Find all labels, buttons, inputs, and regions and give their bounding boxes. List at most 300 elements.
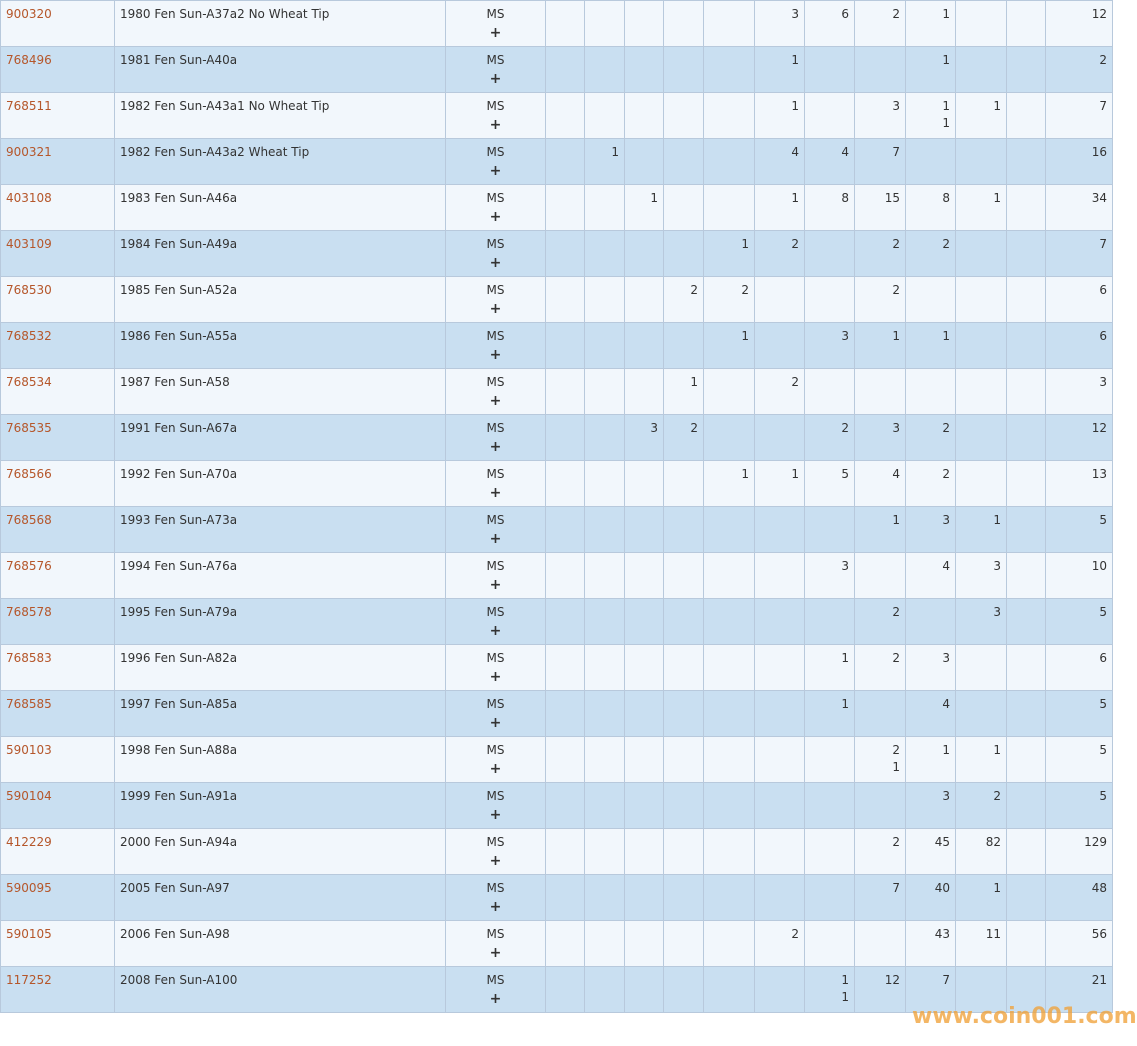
total-count-cell xyxy=(1046,461,1113,507)
grade-count-cell xyxy=(906,1,956,47)
grade-count-cell xyxy=(855,369,906,415)
grade-count-cell xyxy=(664,461,704,507)
total-count-cell xyxy=(1046,783,1113,829)
total-count: 7 xyxy=(1099,99,1107,113)
table-row xyxy=(1,691,1113,737)
grade-count-cell xyxy=(755,231,805,277)
grade-count-cell xyxy=(956,185,1007,231)
grade-count-cell xyxy=(755,783,805,829)
grade-count: 2 xyxy=(942,237,950,251)
grade-count-cell xyxy=(585,553,625,599)
grade-count-cell xyxy=(546,507,585,553)
grade-count-cell xyxy=(625,829,664,875)
plus-grade-label: + xyxy=(489,163,502,179)
grade-count-cell xyxy=(546,231,585,277)
grade-count-cell xyxy=(546,277,585,323)
grade-count-cell xyxy=(805,93,855,139)
grade-count: 2 xyxy=(993,789,1001,803)
cert-id-link[interactable]: 403108 xyxy=(6,191,52,205)
grade-cell xyxy=(446,921,546,967)
grade-count: 4 xyxy=(942,697,950,711)
table-row xyxy=(1,323,1113,369)
cert-id-cell xyxy=(1,507,115,553)
cert-id-cell xyxy=(1,921,115,967)
cert-id-cell xyxy=(1,231,115,277)
grade-count-cell xyxy=(585,1,625,47)
grade-count-cell xyxy=(956,415,1007,461)
grade-count-cell xyxy=(585,737,625,783)
cert-id-cell xyxy=(1,93,115,139)
grade-count-cell xyxy=(546,875,585,921)
grade-count-cell xyxy=(755,277,805,323)
grade-count-cell xyxy=(625,323,664,369)
grade-count-cell xyxy=(704,415,755,461)
grade-count-cell xyxy=(855,783,906,829)
grade-count-cell xyxy=(546,783,585,829)
grade-count-cell xyxy=(906,461,956,507)
grade-count-cell xyxy=(855,645,906,691)
grade-count-cell xyxy=(956,737,1007,783)
grade-count: 1 xyxy=(650,191,658,205)
cert-id-cell xyxy=(1,139,115,185)
cert-id-cell xyxy=(1,369,115,415)
grade-cell xyxy=(446,737,546,783)
total-count-cell xyxy=(1046,415,1113,461)
grade-count-cell xyxy=(664,277,704,323)
grade-count-cell xyxy=(546,921,585,967)
grade-count-cell xyxy=(625,461,664,507)
cert-id-link[interactable]: 900320 xyxy=(6,7,52,21)
cert-id-link[interactable]: 768568 xyxy=(6,513,52,527)
total-count-cell xyxy=(1046,553,1113,599)
grade-count: 2 xyxy=(892,651,900,665)
grade-cell xyxy=(446,645,546,691)
cert-id-link[interactable]: 768583 xyxy=(6,651,52,665)
grade-count: 40 xyxy=(934,881,950,895)
cert-id-link[interactable]: 768566 xyxy=(6,467,52,481)
grade-count-cell xyxy=(546,691,585,737)
grade-count: 82 xyxy=(985,835,1001,849)
grade-count: 12 xyxy=(884,973,900,987)
grade-count-cell xyxy=(1007,47,1046,93)
grade-count-cell xyxy=(805,323,855,369)
grade-label: MS xyxy=(486,467,505,481)
grade-count: 3 xyxy=(841,329,849,343)
grade-count-cell xyxy=(855,875,906,921)
grade-count-cell xyxy=(805,231,855,277)
grade-count-cell xyxy=(704,47,755,93)
grade-count-cell xyxy=(805,829,855,875)
cert-id-link[interactable]: 590095 xyxy=(6,881,52,895)
grade-count-cell xyxy=(805,875,855,921)
grade-count-cell xyxy=(855,921,906,967)
grade-count-cell xyxy=(855,599,906,645)
grade-count-cell xyxy=(805,599,855,645)
grade-count-cell xyxy=(956,829,1007,875)
cert-id-link[interactable]: 412229 xyxy=(6,835,52,849)
grade-count: 6 xyxy=(841,7,849,21)
cert-id-link[interactable]: 768578 xyxy=(6,605,52,619)
total-count: 56 xyxy=(1091,927,1107,941)
coin-description: 1998 Fen Sun-A88a xyxy=(115,737,446,783)
grade-count-cell xyxy=(906,507,956,553)
grade-count-cell xyxy=(755,691,805,737)
cert-id-cell xyxy=(1,1,115,47)
grade-count-cell xyxy=(805,553,855,599)
grade-count-cell xyxy=(625,599,664,645)
coin-description: 1993 Fen Sun-A73a xyxy=(115,507,446,553)
grade-count: 1 xyxy=(741,329,749,343)
coin-description: 1994 Fen Sun-A76a xyxy=(115,553,446,599)
grade-count: 1 xyxy=(690,375,698,389)
grade-count: 3 xyxy=(791,7,799,21)
coin-description: 1997 Fen Sun-A85a xyxy=(115,691,446,737)
grade-count: 8 xyxy=(942,191,950,205)
grade-count: 1 xyxy=(942,116,950,130)
grade-count-cell xyxy=(585,323,625,369)
grade-count: 2 xyxy=(690,421,698,435)
grade-count-cell xyxy=(664,553,704,599)
cert-id-link[interactable]: 590105 xyxy=(6,927,52,941)
cert-id-cell xyxy=(1,415,115,461)
grade-count-cell xyxy=(625,93,664,139)
plus-grade-label: + xyxy=(489,71,502,87)
grade-count: 4 xyxy=(791,145,799,159)
grade-count: 1 xyxy=(841,651,849,665)
table-row xyxy=(1,47,1113,93)
grade-count: 3 xyxy=(942,789,950,803)
grade-count-cell xyxy=(1007,645,1046,691)
cert-id-link[interactable]: 768532 xyxy=(6,329,52,343)
cert-id-link[interactable]: 768534 xyxy=(6,375,52,389)
total-count-cell xyxy=(1046,369,1113,415)
grade-count-cell xyxy=(956,1,1007,47)
grade-cell xyxy=(446,231,546,277)
table-row xyxy=(1,645,1113,691)
table-row xyxy=(1,737,1113,783)
cert-id-link[interactable]: 768585 xyxy=(6,697,52,711)
grade-count-cell xyxy=(625,369,664,415)
grade-count-cell xyxy=(755,599,805,645)
grade-count: 1 xyxy=(993,881,1001,895)
total-count: 16 xyxy=(1091,145,1107,159)
grade-count: 2 xyxy=(841,421,849,435)
grade-count-cell xyxy=(855,507,906,553)
cert-id-link[interactable]: 768576 xyxy=(6,559,52,573)
grade-count-cell xyxy=(1007,737,1046,783)
table-row xyxy=(1,507,1113,553)
grade-count-cell xyxy=(805,139,855,185)
grade-count-cell xyxy=(906,231,956,277)
coin-description: 1981 Fen Sun-A40a xyxy=(115,47,446,93)
cert-id-link[interactable]: 768496 xyxy=(6,53,52,67)
total-count: 12 xyxy=(1091,421,1107,435)
grade-count-cell xyxy=(585,967,625,1013)
grade-count-cell xyxy=(664,323,704,369)
grade-count-cell xyxy=(956,599,1007,645)
plus-grade-label: + xyxy=(489,991,502,1007)
grade-count: 2 xyxy=(791,927,799,941)
grade-count-cell xyxy=(1007,231,1046,277)
cert-id-cell xyxy=(1,599,115,645)
grade-count-cell xyxy=(664,415,704,461)
grade-count: 1 xyxy=(993,99,1001,113)
grade-count-cell xyxy=(906,415,956,461)
grade-count-cell xyxy=(855,553,906,599)
grade-count-cell xyxy=(855,93,906,139)
coin-description: 1985 Fen Sun-A52a xyxy=(115,277,446,323)
plus-grade-label: + xyxy=(489,439,502,455)
cert-id-cell xyxy=(1,185,115,231)
grade-count-cell xyxy=(956,139,1007,185)
cert-id-link[interactable]: 403109 xyxy=(6,237,52,251)
cert-id-link[interactable]: 768530 xyxy=(6,283,52,297)
cert-id-link[interactable]: 117252 xyxy=(6,973,52,987)
grade-count-cell xyxy=(755,93,805,139)
grade-count-cell xyxy=(1007,921,1046,967)
grade-label: MS xyxy=(486,697,505,711)
total-count-cell xyxy=(1046,921,1113,967)
grade-count-cell xyxy=(664,185,704,231)
grade-label: MS xyxy=(486,651,505,665)
grade-count: 2 xyxy=(892,237,900,251)
grade-count: 1 xyxy=(892,513,900,527)
grade-count-cell xyxy=(704,783,755,829)
grade-count: 3 xyxy=(650,421,658,435)
plus-grade-label: + xyxy=(489,669,502,685)
grade-count-cell xyxy=(585,829,625,875)
grade-label: MS xyxy=(486,927,505,941)
cert-id-cell xyxy=(1,323,115,369)
table-row xyxy=(1,415,1113,461)
grade-count-cell xyxy=(906,691,956,737)
grade-count-cell xyxy=(664,921,704,967)
grade-count-cell xyxy=(546,369,585,415)
coin-description: 1980 Fen Sun-A37a2 No Wheat Tip xyxy=(115,1,446,47)
grade-count-cell xyxy=(585,231,625,277)
grade-count-cell xyxy=(704,599,755,645)
cert-id-link[interactable]: 768535 xyxy=(6,421,52,435)
grade-count-cell xyxy=(855,737,906,783)
grade-count-cell xyxy=(906,737,956,783)
grade-count-cell xyxy=(585,139,625,185)
coin-description: 2005 Fen Sun-A97 xyxy=(115,875,446,921)
grade-count-cell xyxy=(906,921,956,967)
grade-count-cell xyxy=(755,47,805,93)
watermark-logo: www.coin001.com xyxy=(912,1004,1137,1029)
grade-count-cell xyxy=(1007,1,1046,47)
grade-count-cell xyxy=(704,323,755,369)
grade-count-cell xyxy=(625,967,664,1013)
grade-count-cell xyxy=(704,185,755,231)
total-count: 6 xyxy=(1099,283,1107,297)
total-count: 13 xyxy=(1091,467,1107,481)
grade-count-cell xyxy=(755,553,805,599)
grade-count-cell xyxy=(956,93,1007,139)
grade-count-cell xyxy=(625,1,664,47)
total-count-cell xyxy=(1046,737,1113,783)
grade-count-cell xyxy=(906,599,956,645)
grade-count: 1 xyxy=(942,99,950,113)
grade-count-cell xyxy=(704,1,755,47)
total-count: 7 xyxy=(1099,237,1107,251)
grade-count: 1 xyxy=(892,329,900,343)
total-count: 3 xyxy=(1099,375,1107,389)
grade-count-cell xyxy=(906,553,956,599)
grade-label: MS xyxy=(486,237,505,251)
grade-count-cell xyxy=(625,507,664,553)
grade-cell xyxy=(446,47,546,93)
grade-count: 7 xyxy=(892,881,900,895)
cert-id-link[interactable]: 768511 xyxy=(6,99,52,113)
grade-count-cell xyxy=(855,277,906,323)
table-row xyxy=(1,369,1113,415)
grade-count-cell xyxy=(956,645,1007,691)
cert-id-cell xyxy=(1,645,115,691)
grade-count-cell xyxy=(906,47,956,93)
grade-count-cell xyxy=(625,921,664,967)
grade-count-cell xyxy=(805,691,855,737)
grade-count: 1 xyxy=(841,990,849,1004)
plus-grade-label: + xyxy=(489,899,502,915)
cert-id-link[interactable]: 590104 xyxy=(6,789,52,803)
cert-id-link[interactable]: 900321 xyxy=(6,145,52,159)
total-count-cell xyxy=(1046,875,1113,921)
cert-id-cell xyxy=(1,553,115,599)
grade-count: 1 xyxy=(942,743,950,757)
plus-grade-label: + xyxy=(489,531,502,547)
grade-label: MS xyxy=(486,7,505,21)
coin-description: 1991 Fen Sun-A67a xyxy=(115,415,446,461)
grade-cell xyxy=(446,369,546,415)
table-row xyxy=(1,139,1113,185)
grade-count-cell xyxy=(546,47,585,93)
grade-count-cell xyxy=(585,47,625,93)
cert-id-cell xyxy=(1,47,115,93)
grade-count-cell xyxy=(664,507,704,553)
grade-count-cell xyxy=(1007,691,1046,737)
grade-count: 1 xyxy=(942,53,950,67)
grade-count-cell xyxy=(664,645,704,691)
grade-count-cell xyxy=(664,47,704,93)
total-count-cell xyxy=(1046,1,1113,47)
grade-label: MS xyxy=(486,145,505,159)
grade-count: 2 xyxy=(892,743,900,757)
grade-count: 11 xyxy=(985,927,1001,941)
grade-count-cell xyxy=(585,875,625,921)
grade-cell xyxy=(446,829,546,875)
grade-count: 43 xyxy=(934,927,950,941)
grade-count-cell xyxy=(755,461,805,507)
cert-id-link[interactable]: 590103 xyxy=(6,743,52,757)
grade-count-cell xyxy=(855,461,906,507)
coin-description: 1984 Fen Sun-A49a xyxy=(115,231,446,277)
grade-count-cell xyxy=(546,415,585,461)
grade-count: 2 xyxy=(791,237,799,251)
grade-count-cell xyxy=(755,139,805,185)
grade-count-cell xyxy=(805,645,855,691)
grade-label: MS xyxy=(486,375,505,389)
grade-count: 2 xyxy=(942,467,950,481)
grade-count-cell xyxy=(546,967,585,1013)
grade-count-cell xyxy=(805,415,855,461)
grade-count: 1 xyxy=(841,973,849,987)
total-count: 5 xyxy=(1099,743,1107,757)
grade-count-cell xyxy=(704,553,755,599)
coin-description: 2008 Fen Sun-A100 xyxy=(115,967,446,1013)
grade-count: 4 xyxy=(942,559,950,573)
grade-count-cell xyxy=(855,1,906,47)
grade-count-cell xyxy=(805,461,855,507)
grade-count-cell xyxy=(855,323,906,369)
total-count: 6 xyxy=(1099,651,1107,665)
coin-description: 1986 Fen Sun-A55a xyxy=(115,323,446,369)
grade-label: MS xyxy=(486,421,505,435)
grade-count-cell xyxy=(755,967,805,1013)
grade-cell xyxy=(446,277,546,323)
grade-count-cell xyxy=(625,231,664,277)
grade-count-cell xyxy=(625,691,664,737)
grade-count-cell xyxy=(755,645,805,691)
cert-id-cell xyxy=(1,737,115,783)
grade-count: 2 xyxy=(690,283,698,297)
grade-label: MS xyxy=(486,881,505,895)
grade-count: 2 xyxy=(892,605,900,619)
grade-count-cell xyxy=(664,967,704,1013)
grade-cell xyxy=(446,967,546,1013)
coin-description: 1982 Fen Sun-A43a1 No Wheat Tip xyxy=(115,93,446,139)
grade-count-cell xyxy=(906,93,956,139)
grade-count-cell xyxy=(704,93,755,139)
grade-count-cell xyxy=(585,415,625,461)
grade-count-cell xyxy=(956,47,1007,93)
grade-count-cell xyxy=(546,461,585,507)
grade-count-cell xyxy=(625,185,664,231)
grade-count: 1 xyxy=(993,191,1001,205)
grade-count-cell xyxy=(805,921,855,967)
grade-count-cell xyxy=(805,783,855,829)
grade-label: MS xyxy=(486,559,505,573)
total-count: 34 xyxy=(1091,191,1107,205)
grade-count-cell xyxy=(704,829,755,875)
grade-count-cell xyxy=(546,645,585,691)
grade-count-cell xyxy=(1007,829,1046,875)
grade-count: 1 xyxy=(993,513,1001,527)
total-count: 5 xyxy=(1099,605,1107,619)
grade-count-cell xyxy=(585,369,625,415)
total-count: 5 xyxy=(1099,513,1107,527)
grade-label: MS xyxy=(486,835,505,849)
total-count-cell xyxy=(1046,277,1113,323)
grade-count: 3 xyxy=(942,651,950,665)
grade-count-cell xyxy=(704,369,755,415)
grade-count-cell xyxy=(805,1,855,47)
total-count-cell xyxy=(1046,93,1113,139)
grade-count-cell xyxy=(956,783,1007,829)
plus-grade-label: + xyxy=(489,853,502,869)
grade-count-cell xyxy=(1007,461,1046,507)
grade-count-cell xyxy=(855,415,906,461)
grade-count: 1 xyxy=(741,467,749,481)
grade-count-cell xyxy=(664,231,704,277)
total-count-cell xyxy=(1046,507,1113,553)
grade-count-cell xyxy=(906,369,956,415)
grade-label: MS xyxy=(486,99,505,113)
grade-count-cell xyxy=(956,507,1007,553)
grade-count-cell xyxy=(585,93,625,139)
grade-cell xyxy=(446,139,546,185)
grade-count-cell xyxy=(664,139,704,185)
